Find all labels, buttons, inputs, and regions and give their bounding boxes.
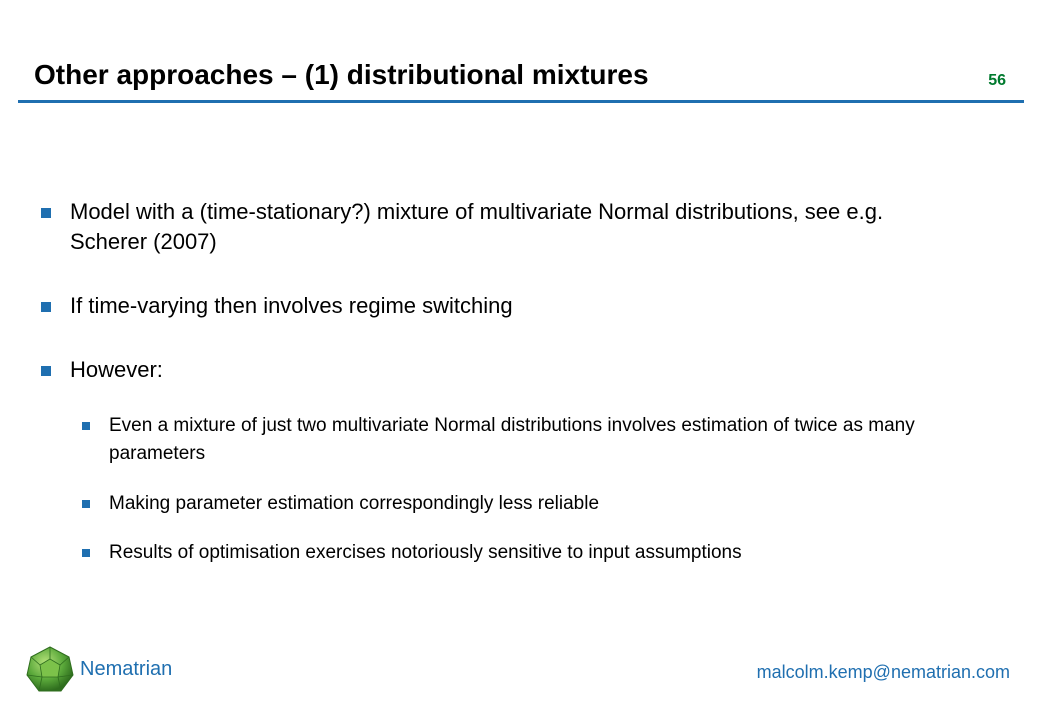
- footer-email: malcolm.kemp@nematrian.com: [756, 662, 1010, 682]
- bullet-text: Model with a (time-stationary?) mixture of multivariate Normal distributions, see e.g. Scherer (2007): [70, 199, 884, 254]
- square-bullet-icon: [41, 302, 51, 312]
- square-bullet-icon: [82, 500, 90, 508]
- page-number: 56: [988, 72, 1006, 89]
- green-polyhedron-icon: [25, 645, 75, 695]
- bullet-text: If time-varying then involves regime switching: [70, 293, 513, 318]
- bullet-item: [41, 355, 961, 385]
- sub-bullet-item: [82, 412, 962, 468]
- bullet-item: [41, 291, 961, 321]
- sub-bullet-text: Making parameter estimation correspondingly less reliable: [109, 493, 600, 514]
- square-bullet-icon: [82, 422, 90, 430]
- square-bullet-icon: [41, 208, 51, 218]
- sub-bullet-text: Even a mixture of just two multivariate Normal distributions involves estimation of twice as many parameters: [109, 415, 915, 464]
- slide-title: Other approaches – (1) distributional mixtures: [34, 59, 649, 90]
- sub-bullet-item: [82, 490, 962, 518]
- sub-bullet-item: [82, 539, 962, 567]
- bullet-item: [41, 197, 961, 257]
- bullet-text: However:: [70, 357, 163, 382]
- square-bullet-icon: [41, 366, 51, 376]
- square-bullet-icon: [82, 549, 90, 557]
- brand-name: Nematrian: [80, 658, 173, 680]
- sub-bullet-text: Results of optimisation exercises notoriously sensitive to input assumptions: [109, 542, 742, 563]
